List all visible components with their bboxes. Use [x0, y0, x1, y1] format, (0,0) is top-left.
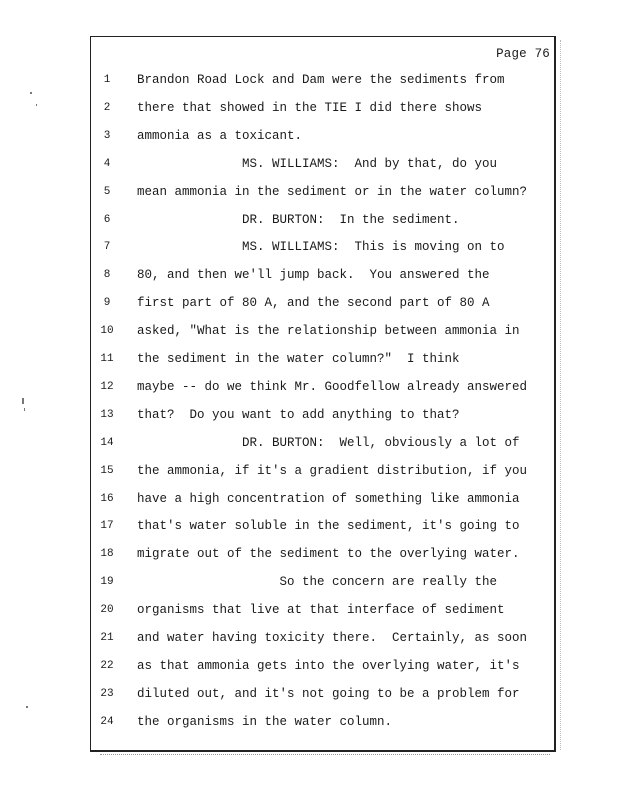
scan-speck [22, 398, 24, 404]
line-number: 22 [100, 659, 114, 672]
transcript-line [0, 461, 618, 481]
scan-bottom-noise [100, 754, 550, 758]
line-number: 7 [103, 241, 111, 254]
line-number: 16 [100, 492, 114, 505]
transcript-line [0, 572, 618, 592]
line-number: 18 [100, 548, 114, 561]
line-number: 20 [100, 604, 114, 617]
line-number: 6 [103, 213, 111, 226]
line-text: MS. WILLIAMS: And by that, do you [137, 156, 498, 171]
line-text: Brandon Road Lock and Dam were the sediments from [137, 73, 505, 87]
transcript-line [0, 265, 618, 285]
transcript-line [0, 516, 618, 536]
transcript-line [0, 684, 618, 704]
transcript-line [0, 349, 618, 369]
line-text: the sediment in the water column?" I think [137, 352, 460, 366]
transcript-line [0, 600, 618, 620]
line-number: 5 [103, 185, 111, 198]
line-number: 1 [103, 74, 111, 86]
line-number: 15 [100, 464, 114, 477]
transcript-line [0, 182, 618, 202]
line-number: 9 [103, 297, 111, 310]
transcript-line [0, 237, 618, 257]
transcript-line [0, 210, 618, 230]
line-number: 17 [100, 520, 114, 533]
line-text: So the concern are really the [137, 575, 498, 590]
page-number: Page 76 [496, 47, 550, 61]
transcript-line [0, 628, 618, 648]
transcript-line [0, 405, 618, 425]
transcript-line [0, 98, 618, 118]
line-number: 11 [100, 353, 114, 365]
line-text: the ammonia, if it's a gradient distribution, if you [137, 463, 528, 478]
line-text: DR. BURTON: In the sediment. [137, 212, 460, 227]
line-text: there that showed in the TIE I did there shows [137, 100, 483, 115]
line-text: that? Do you want to add anything to that? [137, 407, 460, 422]
line-number: 14 [100, 436, 114, 449]
line-number: 4 [103, 157, 111, 170]
line-text: migrate out of the sediment to the overlying water. [137, 547, 520, 562]
line-number: 10 [100, 325, 114, 338]
line-text: 80, and then we'll jump back. You answered the [137, 268, 490, 283]
line-number: 13 [100, 408, 114, 421]
line-text: that's water soluble in the sediment, it's going to [137, 519, 520, 534]
line-text: the organisms in the water column. [137, 714, 393, 729]
line-number: 24 [100, 715, 114, 728]
transcript-line [0, 70, 618, 90]
line-number: 21 [100, 632, 114, 644]
line-text: ammonia as a toxicant. [137, 128, 303, 143]
line-number: 19 [100, 576, 114, 589]
line-text: maybe -- do we think Mr. Goodfellow already answered [137, 379, 528, 394]
line-text: DR. BURTON: Well, obviously a lot of [137, 435, 520, 450]
line-number: 8 [103, 269, 111, 282]
transcript-line [0, 656, 618, 676]
line-text: diluted out, and it's not going to be a problem for [137, 686, 520, 701]
transcript-line [0, 154, 618, 174]
transcript-line [0, 126, 618, 146]
transcript-line [0, 712, 618, 732]
line-text: first part of 80 A, and the second part of 80 A [137, 296, 490, 311]
transcript-line [0, 377, 618, 397]
line-number: 23 [100, 687, 114, 700]
transcript-line [0, 489, 618, 509]
transcript-line [0, 433, 618, 453]
scan-speck [30, 92, 32, 94]
line-text: as that ammonia gets into the overlying water, it's [137, 658, 520, 673]
line-text: mean ammonia in the sediment or in the water column? [137, 184, 528, 199]
transcript-line [0, 293, 618, 313]
scan-speck [26, 706, 28, 708]
line-number: 12 [100, 380, 114, 393]
line-text: organisms that live at that interface of sediment [137, 603, 505, 618]
transcript-line [0, 321, 618, 341]
line-text: and water having toxicity there. Certainly, as soon [137, 631, 528, 645]
line-text: have a high concentration of something like ammonia [137, 491, 520, 506]
line-text: MS. WILLIAMS: This is moving on to [137, 240, 505, 255]
line-number: 2 [103, 101, 111, 114]
line-number: 3 [103, 129, 111, 142]
transcript-line [0, 544, 618, 564]
line-text: asked, "What is the relationship between ammonia in [137, 324, 520, 339]
